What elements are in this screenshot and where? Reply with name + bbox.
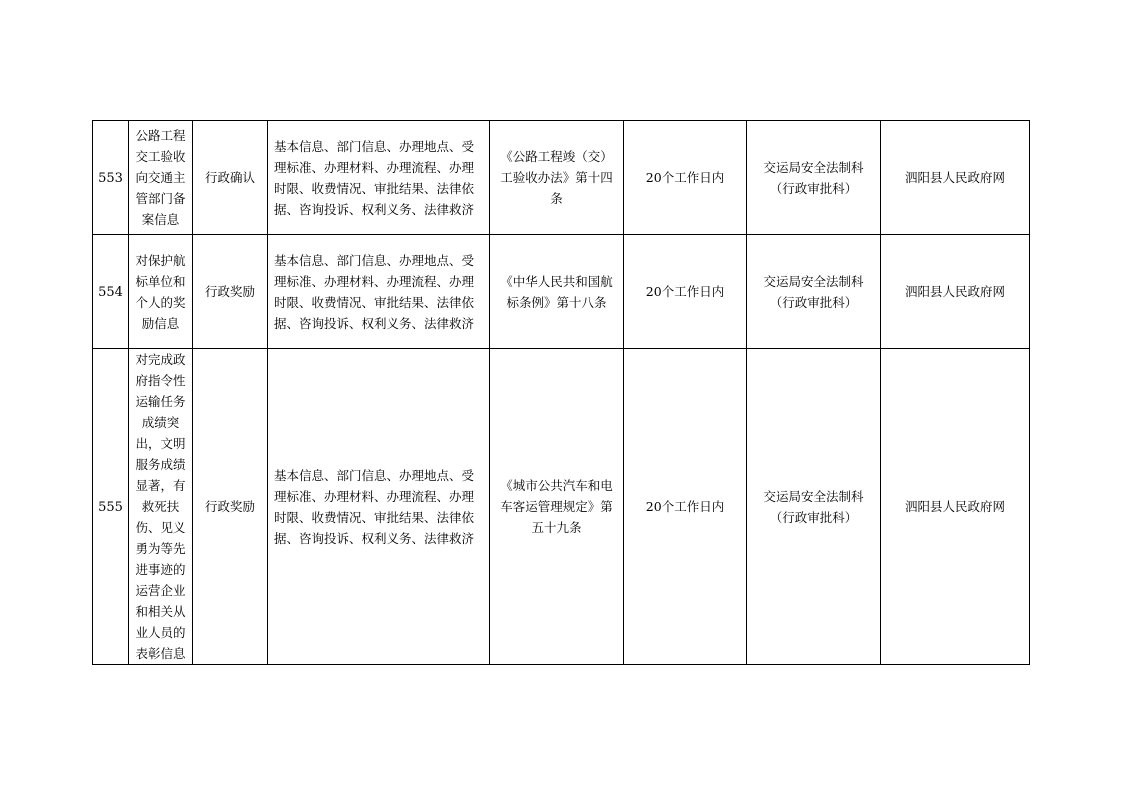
category-cell — [193, 235, 268, 349]
department-cell — [747, 235, 881, 349]
row-number-cell — [93, 121, 129, 235]
row-number: 554 — [98, 284, 123, 300]
time-limit: 20个工作日内 — [645, 284, 725, 299]
item-name: 公路工程交工验收向交通主管部门备案信息 — [135, 128, 186, 227]
time-limit: 20个工作日内 — [645, 499, 725, 514]
item-name-cell — [129, 121, 193, 235]
row-number: 553 — [98, 170, 123, 186]
table-row — [93, 349, 1030, 665]
disclosure-table — [92, 120, 1030, 665]
publish-channel: 泗阳县人民政府网 — [904, 499, 1005, 514]
content-cell — [268, 121, 490, 235]
legal-basis: 《城市公共汽车和电车客运管理规定》第五十九条 — [500, 478, 613, 535]
disclosure-content: 基本信息、部门信息、办理地点、受理标准、办理材料、办理流程、办理时限、收费情况、审批结果、法律依据、咨询投诉、权利义务、法律救济 — [274, 467, 475, 546]
table-row — [93, 235, 1030, 349]
responsible-department: 交运局安全法制科（行政审批科） — [763, 488, 864, 525]
item-category: 行政奖励 — [204, 284, 255, 299]
row-number-cell — [93, 235, 129, 349]
channel-cell — [881, 121, 1030, 235]
time-limit-cell — [624, 349, 747, 665]
disclosure-content: 基本信息、部门信息、办理地点、受理标准、办理材料、办理流程、办理时限、收费情况、审批结果、法律依据、咨询投诉、权利义务、法律救济 — [274, 138, 475, 217]
item-category: 行政确认 — [204, 170, 255, 185]
content-cell — [268, 349, 490, 665]
publish-channel: 泗阳县人民政府网 — [904, 284, 1005, 299]
time-limit-cell — [624, 235, 747, 349]
publish-channel: 泗阳县人民政府网 — [904, 170, 1005, 185]
item-category: 行政奖励 — [204, 499, 255, 514]
department-cell — [747, 121, 881, 235]
table-row — [93, 121, 1030, 235]
responsible-department: 交运局安全法制科（行政审批科） — [763, 273, 864, 310]
row-number: 555 — [98, 499, 123, 515]
channel-cell — [881, 235, 1030, 349]
basis-cell — [490, 349, 624, 665]
category-cell — [193, 349, 268, 665]
disclosure-content: 基本信息、部门信息、办理地点、受理标准、办理材料、办理流程、办理时限、收费情况、审批结果、法律依据、咨询投诉、权利义务、法律救济 — [274, 252, 475, 331]
basis-cell — [490, 235, 624, 349]
responsible-department: 交运局安全法制科（行政审批科） — [763, 159, 864, 196]
item-name: 对完成政府指令性运输任务成绩突出，文明服务成绩显著，有救死扶伤、见义勇为等先进事迹的运营企业和相关从业人员的表彰信息 — [135, 352, 186, 661]
department-cell — [747, 349, 881, 665]
category-cell — [193, 121, 268, 235]
time-limit: 20个工作日内 — [645, 170, 725, 185]
row-number-cell — [93, 349, 129, 665]
legal-basis: 《公路工程竣（交）工验收办法》第十四条 — [500, 149, 613, 206]
basis-cell — [490, 121, 624, 235]
item-name: 对保护航标单位和个人的奖励信息 — [135, 252, 186, 331]
channel-cell — [881, 349, 1030, 665]
legal-basis: 《中华人民共和国航标条例》第十八条 — [500, 273, 613, 310]
item-name-cell — [129, 349, 193, 665]
item-name-cell — [129, 235, 193, 349]
content-cell — [268, 235, 490, 349]
time-limit-cell — [624, 121, 747, 235]
